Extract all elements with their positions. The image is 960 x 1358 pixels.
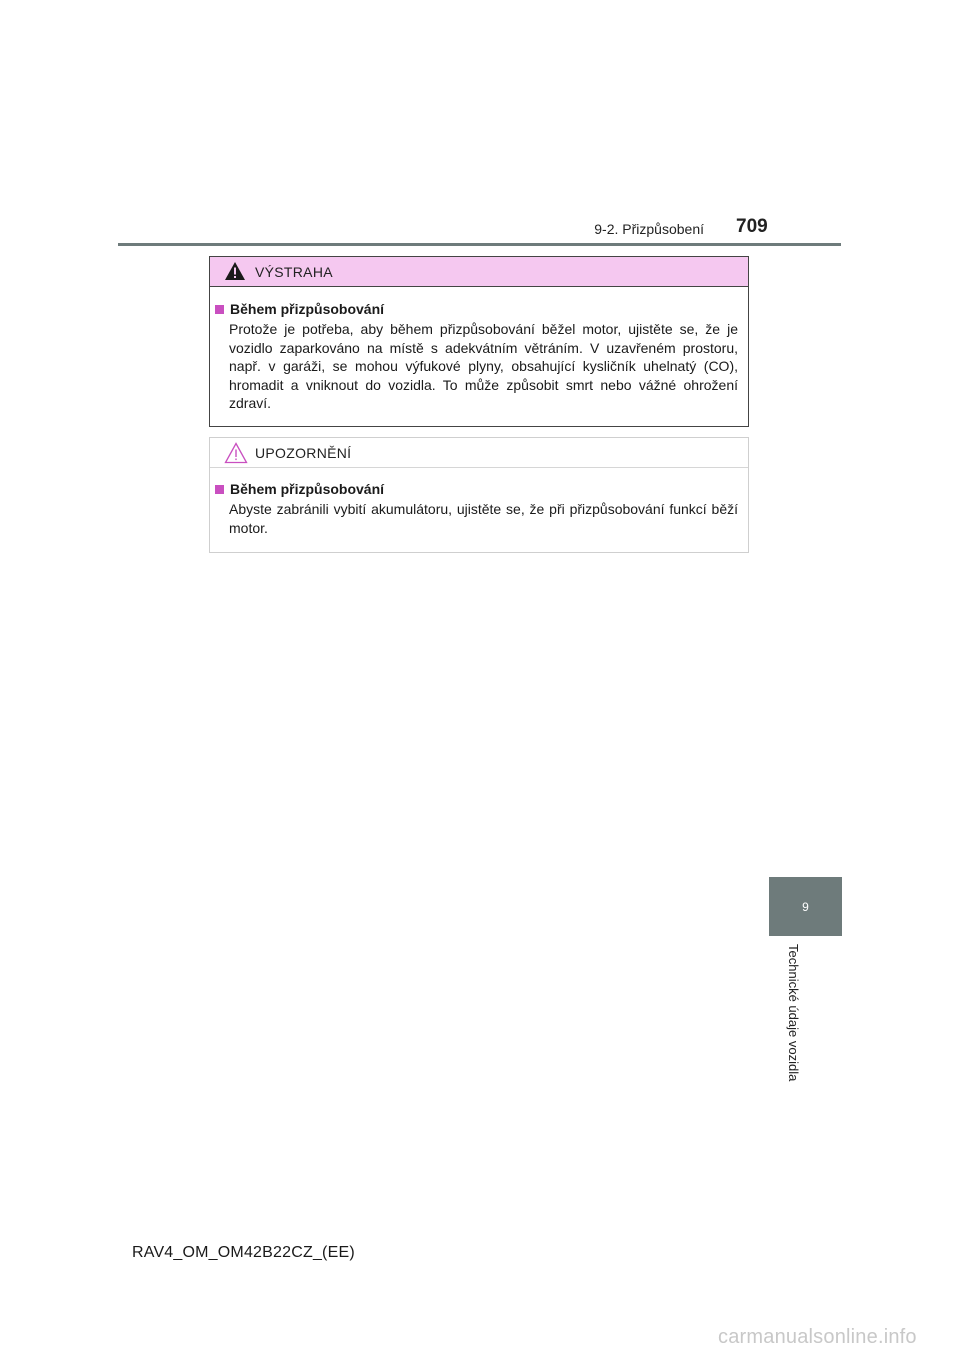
caution-subheading-text: Během přizpůsobování — [230, 481, 385, 497]
section-title: 9-2. Přizpůsobení — [594, 221, 704, 237]
warning-subheading-text: Během přizpůsobování — [230, 301, 385, 317]
document-code: RAV4_OM_OM42B22CZ_(EE) — [132, 1244, 355, 1261]
warning-title: VÝSTRAHA — [255, 264, 333, 280]
caution-box — [209, 437, 749, 553]
warning-body-text: Protože je potřeba, aby během přizpůsobování běžel motor, ujistěte se, že je vozidlo zaparkováno na místě s adekvátním větráním. V uzavřeném prostoru, např. v garáži, se mohou výfukové plyny, obsahující kysličník uhelnatý (CO), hromadit a vniknout do vozidla. To může způsobit smrt nebo vážné ohrožení zdraví. — [229, 321, 738, 411]
watermark: carmanualsonline.info — [718, 1326, 917, 1348]
warning-box — [209, 256, 749, 427]
caution-subheading — [215, 481, 384, 497]
caution-body-text: Abyste zabránili vybití akumulátoru, ujistěte se, že při přizpůsobování funkcí běží motor. — [229, 501, 738, 536]
page-number: 709 — [736, 216, 768, 237]
caution-header — [210, 438, 748, 468]
header-divider — [118, 243, 841, 246]
square-bullet-icon — [215, 305, 224, 314]
chapter-label: Technické údaje vozidla — [786, 944, 801, 1082]
caution-icon — [224, 442, 248, 464]
warning-header — [210, 257, 748, 287]
caution-title: UPOZORNĚNÍ — [255, 445, 352, 461]
square-bullet-icon — [215, 485, 224, 494]
chapter-tab — [769, 877, 842, 936]
warning-subheading — [215, 301, 384, 317]
chapter-number: 9 — [802, 899, 809, 914]
warning-icon — [224, 261, 246, 281]
